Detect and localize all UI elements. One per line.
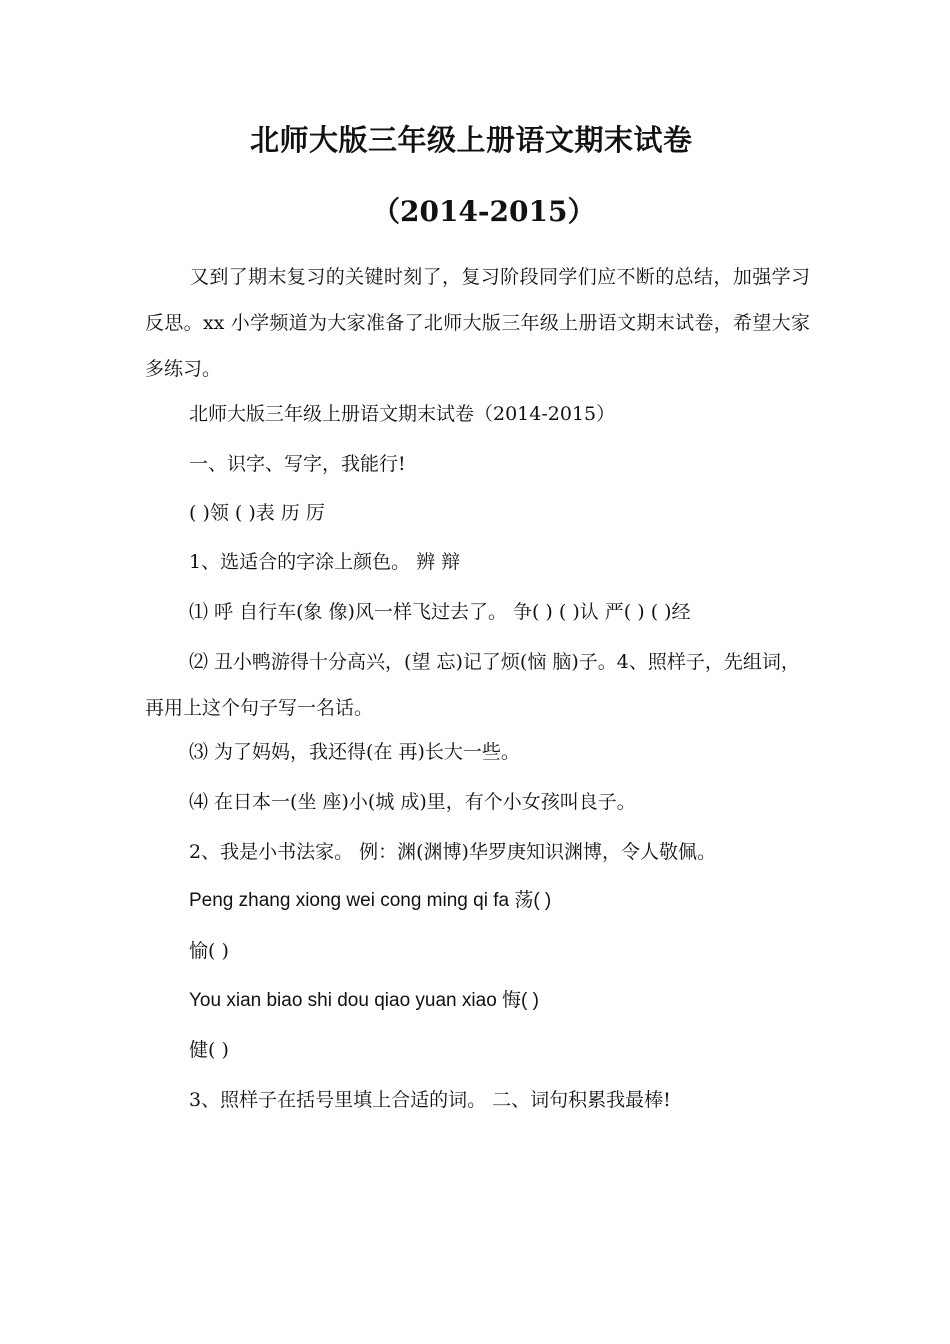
exercise-line: ( )领 ( )表 历 厉: [189, 502, 325, 524]
exercise-line: 1、选适合的字涂上颜色。 辨 辩: [189, 551, 461, 573]
exam-heading: 北师大版三年级上册语文期末试卷（2014-2015）: [189, 403, 616, 425]
exercise-line: ⑷ 在日本一(坐 座)小(城 成)里，有个小女孩叫良子。: [189, 791, 636, 813]
section-three-heading: 3、照样子在括号里填上合适的词。 二、词句积累我最棒!: [189, 1089, 671, 1111]
document-subtitle: （2014-2015）: [372, 195, 596, 228]
section-one-heading: 一、识字、写字，我能行!: [189, 453, 406, 475]
exercise-line: 愉( ): [189, 940, 229, 962]
intro-paragraph: 又到了期末复习的关键时刻了，复习阶段同学们应不断的总结，加强学习反思。xx 小学频道为大家准备了北师大版三年级上册语文期末试卷，希望大家多练习。: [145, 266, 810, 380]
document-title: 北师大版三年级上册语文期末试卷: [250, 123, 693, 157]
exercise-line: ⑴ 呼 自行车(象 像)风一样飞过去了。 争( ) ( )认 严( ) ( )经: [189, 601, 691, 623]
section-two-heading: 2、我是小书法家。 例：渊(渊博)华罗庚知识渊博，令人敬佩。: [189, 841, 716, 863]
exercise-line: ⑶ 为了妈妈，我还得(在 再)长大一些。: [189, 741, 520, 763]
exercise-paragraph: ⑵ 丑小鸭游得十分高兴，(望 忘)记了烦(恼 脑)子。4、照样子，先组词，再用上这个句子写一名话。: [145, 651, 800, 719]
pinyin-line: Peng zhang xiong wei cong ming qi fa 荡( ): [189, 890, 552, 911]
exercise-line: 健( ): [189, 1039, 229, 1061]
pinyin-line: You xian biao shi dou qiao yuan xiao 悔( ): [189, 990, 539, 1011]
